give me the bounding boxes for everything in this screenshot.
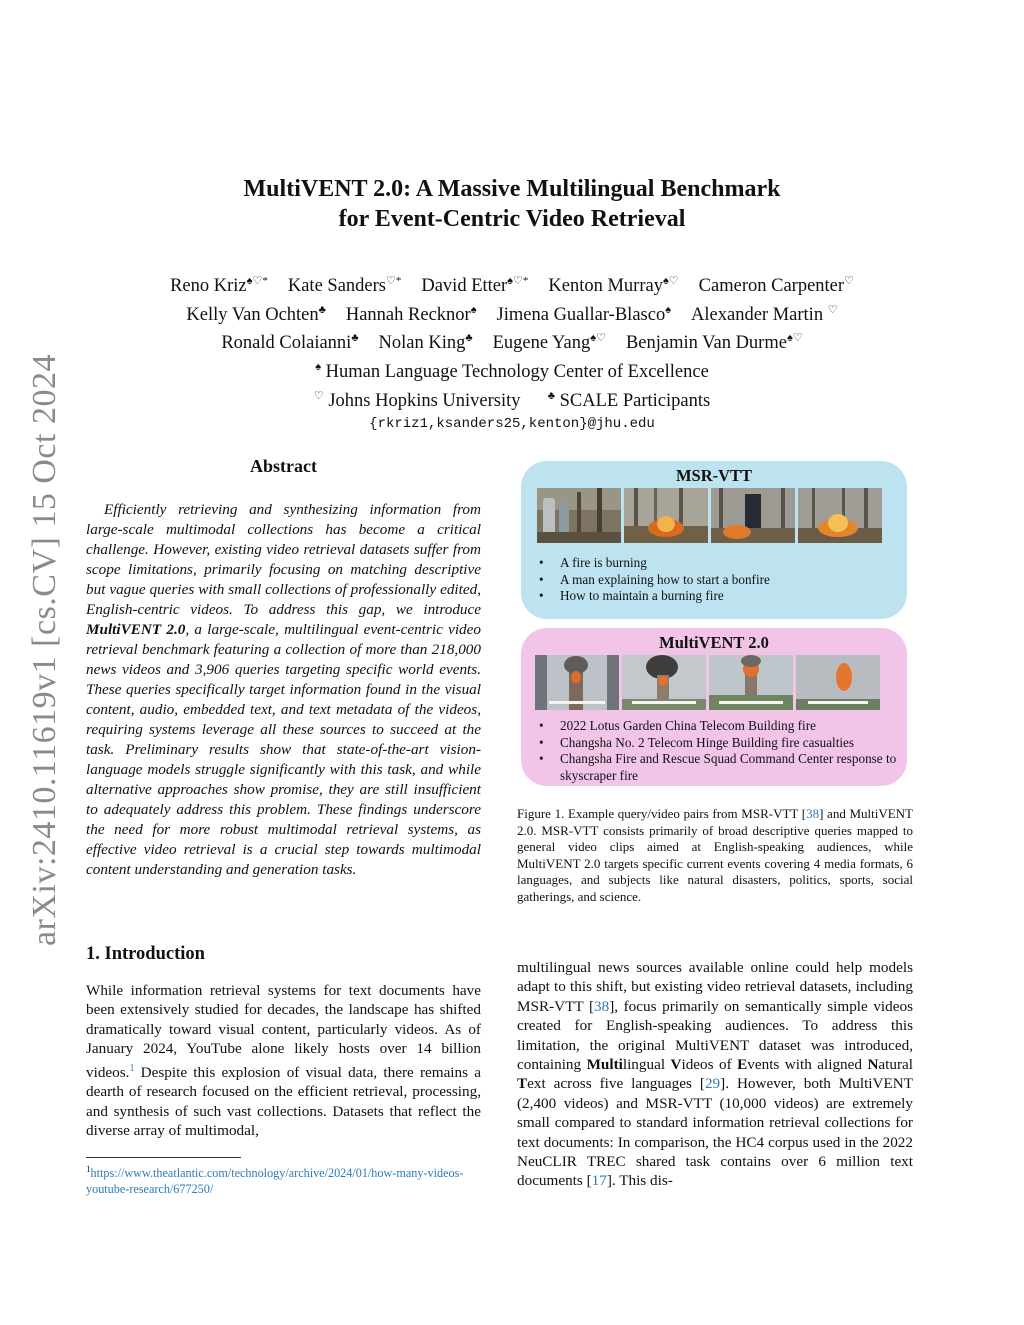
heart-mark-icon: ♡ [313,389,324,402]
right-column-body: multilingual news sources available online could help models adapt to this shift, but existing video retrieval datasets, including MSR-VTT [38], focus primarily on semantically simple videos created for English-speaking audiences. To address this limitation, the original MultiVENT dataset was introduced, containing Multilingual Videos of Events with aligned Natural Text across five languages [29]. However, both MultiVENT (2,400 videos) and MSR-VTT (10,000 videos) are extremely small compared to standard information retrieval collections for text documents: In comparison, the HC4 corpus used in the 2022 NeuCLIR TREC shared task contains over 6 million text documents [17]. This dis- [517,959,914,1190]
query-item: • How to maintain a burning fire [537,588,770,605]
affiliation-line-2 [90,385,934,414]
video-thumbnail [711,488,795,543]
citation-link[interactable]: 38 [806,806,820,821]
figure-panel-multivent [521,628,907,786]
author-line-2 [90,299,934,328]
video-thumbnail [535,655,619,710]
author-line-3 [90,327,934,356]
video-thumbnail [798,488,882,543]
query-item: • A fire is burning [537,555,770,572]
video-thumbnail [624,488,708,543]
author: Jimena Guallar-Blasco♠ [496,303,672,325]
spade-mark-icon: ♠ [315,360,322,373]
introduction-body: While information retrieval systems for text documents have been extensively studied for decades, the landscape has shifted dramatically toward visual content, particularly videos. As of January 2024, YouTube alone likely hosts over 14 billion videos.$^1$ Despite this explosion of visual data, there remains a dearth of research focused on the efficient retrieval, processing, and synthesis of such vast collections. Datasets that reflect the diverse array of multimodal, [86,982,481,1139]
arxiv-identifier [20,355,70,945]
footnote-number: 1 [86,1164,91,1174]
affiliation-scale: SCALE Participants [559,390,711,411]
author-email: {rkriz1,ksanders25,kenton}@jhu.edu [369,416,655,433]
author-block [90,270,934,437]
video-thumbnail [622,655,706,710]
author: Benjamin Van Durme♠♡ [625,332,803,354]
club-mark-icon: ♣ [547,389,555,402]
query-item: • A man explaining how to start a bonfire [537,572,770,589]
paper-title [100,174,924,234]
author: Reno Kriz♠♡* [170,275,268,297]
arxiv-identifier-text: arXiv:2410.11619v1 [cs.CV] 15 Oct 2024 [26,354,64,946]
author: Kenton Murray♠♡ [548,275,679,297]
query-item: • Changsha Fire and Rescue Squad Command Center response to skyscraper fire [537,751,907,784]
author: Alexander Martin ♡ [691,303,838,325]
author: Ronald Colaianni♣ [221,332,359,354]
author: Kate Sanders♡* [287,275,402,297]
video-thumbnail [709,655,793,710]
citation-link[interactable]: 17 [591,1172,607,1190]
citation-link[interactable]: 38 [594,997,610,1015]
abstract-dataset-name: MultiVENT 2.0 [86,621,186,638]
query-item: • Changsha No. 2 Telecom Hinge Building fire casualties [537,735,907,752]
affiliation-line-1 [90,356,934,385]
author: Kelly Van Ochten♣ [186,303,326,325]
footnote [86,1161,481,1197]
author: Eugene Yang♠♡ [492,332,606,354]
author: Hannah Recknor♠ [345,303,477,325]
author: Cameron Carpenter♡ [698,275,854,297]
affiliation-hltcoe: Human Language Technology Center of Excellence [325,362,709,383]
footnote-marker[interactable]: 1 [129,1062,135,1074]
section-heading-introduction: 1. Introduction [86,944,205,964]
query-item: • 2022 Lotus Garden China Telecom Building fire [537,718,907,735]
footnote-divider [86,1157,241,1158]
query-list [537,718,907,784]
abstract-body: Efficiently retrieving and synthesizing information from large-scale multimodal collections has become a critical challenge. However, existing video retrieval datasets suffer from scope limitations, primarily focusing on matching descriptive but vague queries with small collections of professionally edited, English-centric videos. To address this gap, we introduce MultiVENT 2.0, a large-scale, multilingual event-centric video retrieval benchmark featuring a collection of more than 218,000 news videos and 3,906 queries targeting specific world events. These queries specifically target information found in the visual content, audio, embedded text, and text metadata of the videos, requiring systems leverage all these sources to succeed at the task. Preliminary results show that state-of-the-art vision-language models struggle significantly with this task, and while alternative approaches show promise, they are still insufficient to adequately address this problem. These findings underscore the need for more robust multimodal retrieval systems, as effective video retrieval is a crucial step towards multimodal content understanding and generation tasks. [86,501,481,878]
figure-caption: Figure 1. Example query/video pairs from MSR-VTT [38] and MultiVENT 2.0. MSR-VTT consists primarily of broad descriptive queries mapped to general video clips aimed at English-speaking audiences, while MultiVENT 2.0 targets specific current events covering 4 media formats, 6 languages, and subjects like natural disasters, politics, sports, social gatherings, and science. [517,806,914,904]
panel-title: MSR-VTT [675,466,753,485]
author: David Etter♠♡* [421,275,529,297]
video-thumbnail [796,655,880,710]
citation-link[interactable]: 29 [704,1075,721,1093]
video-thumbnails [535,655,880,710]
figure-panel-msrvtt [521,461,907,619]
panel-title: MultiVENT 2.0 [659,633,769,652]
footnote-link[interactable]: https://www.theatlantic.com/technology/archive/2024/01/how-many-videos-youtube-research/677250/ [86,1166,464,1197]
title-line-2: for Event-Centric Video Retrieval [338,206,686,232]
author: Nolan King♣ [378,332,473,354]
video-thumbnails [537,488,882,543]
video-thumbnail [537,488,621,543]
author-line-1 [90,270,934,299]
title-line-1: MultiVENT 2.0: A Massive Multilingual Benchmark [243,176,781,202]
affiliation-jhu: Johns Hopkins University [328,390,521,411]
abstract-heading: Abstract [250,456,317,476]
query-list [537,555,770,605]
